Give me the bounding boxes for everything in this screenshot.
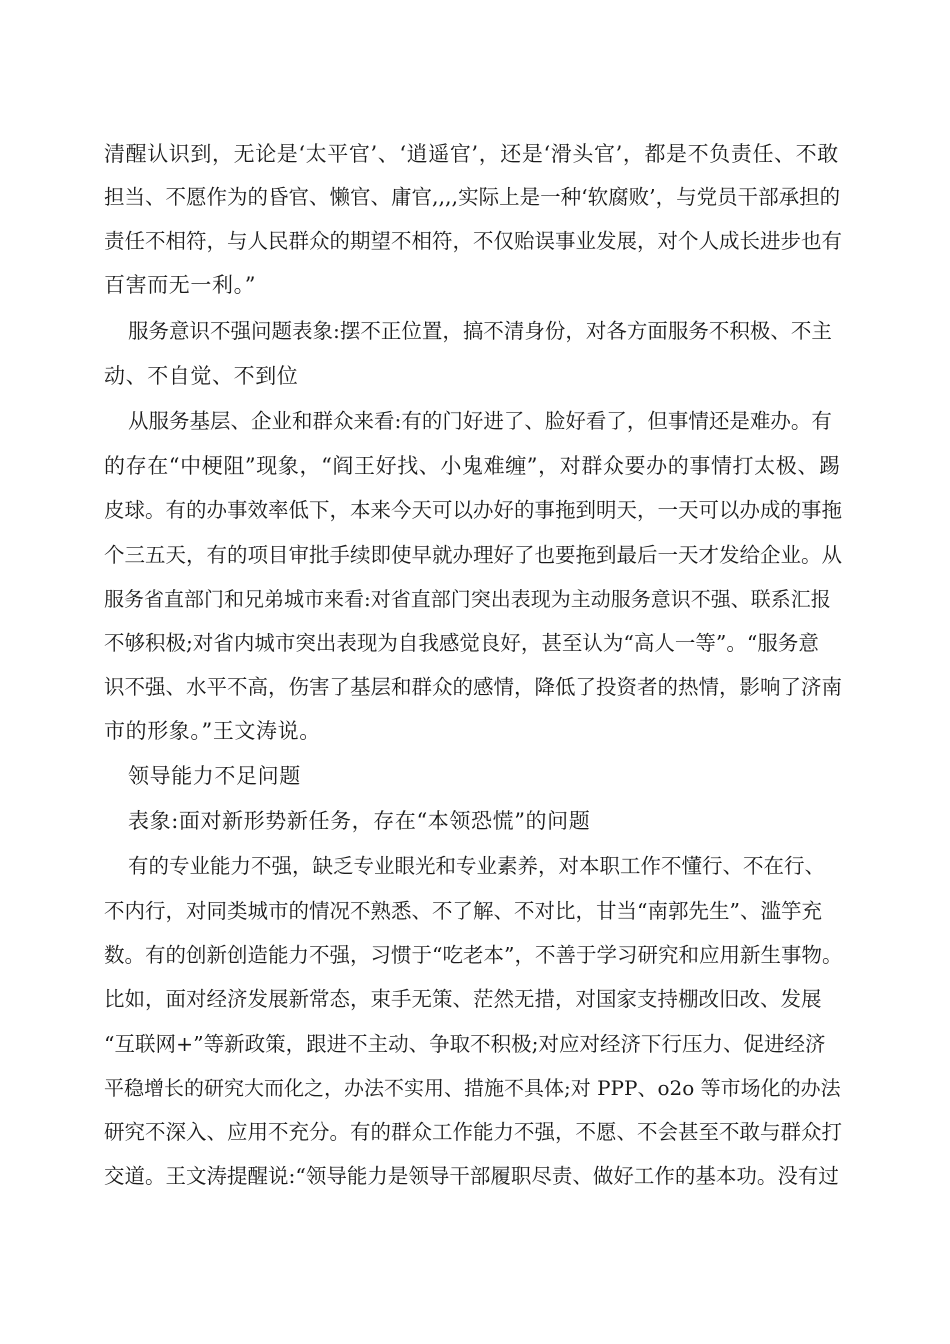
text-line: 研究不深入、应用不充分。有的群众工作能力不强，不愿、不会甚至不敢与群众打: [104, 1120, 842, 1144]
text-line: 平稳增长的研究大而化之，办法不实用、措施不具体;对 PPP、o2o 等市场化的办法: [104, 1076, 841, 1100]
text-line: 清醒认识到，无论是‘太平官’、‘逍遥官’，还是‘滑头官’，都是不负责任、不敢: [104, 142, 839, 166]
text-line: 百害而无一利。”: [104, 273, 257, 297]
text-line: 服务省直部门和兄弟城市来看:对省直部门突出表现为主动服务意识不强、联系汇报: [104, 587, 831, 611]
text-line: 个三五天，有的项目审批手续即使早就办理好了也要拖到最后一天才发给企业。从: [104, 543, 842, 567]
text-line: 不内行，对同类城市的情况不熟悉、不了解、不对比，甘当“南郭先生”、滥竽充: [104, 899, 822, 923]
paragraph-first-line: 有的专业能力不强，缺乏专业眼光和专业素养，对本职工作不懂行、不在行、: [128, 854, 825, 878]
text-line: 不够积极;对省内城市突出表现为自我感觉良好，甚至认为“高人一等”。“服务意: [104, 631, 819, 655]
text-line: 比如，面对经济发展新常态，束手无策、茫然无措，对国家支持棚改旧改、发展: [104, 987, 822, 1011]
text-line: 皮球。有的办事效率低下，本来今天可以办好的事拖到明天，一天可以办成的事拖: [104, 498, 842, 522]
text-line: 交道。王文涛提醒说:“领导能力是领导干部履职尽责、做好工作的基本功。没有过: [104, 1164, 839, 1188]
section-heading: 领导能力不足问题: [128, 764, 301, 788]
text-line: 市的形象。”王文涛说。: [104, 719, 321, 743]
paragraph-first-line: 从服务基层、企业和群众来看:有的门好进了、脸好看了，但事情还是难办。有: [128, 409, 832, 433]
text-line: “互联网+”等新政策，跟进不主动、争取不积极;对应对经济下行压力、促进经济: [104, 1032, 826, 1056]
section-subheading: 表象:面对新形势新任务，存在“本领恐慌”的问题: [128, 809, 591, 833]
text-line: 担当、不愿作为的昏官、懒官、庸官,,,,实际上是一种‘软腐败’，与党员干部承担的: [104, 185, 841, 209]
paragraph-first-line: 服务意识不强问题表象:摆不正位置，搞不清身份，对各方面服务不积极、不主: [128, 319, 832, 343]
text-line: 的存在“中梗阻”现象，“阎王好找、小鬼难缠”，对群众要办的事情打太极、踢: [104, 454, 841, 478]
text-line: 识不强、水平不高，伤害了基层和群众的感情，降低了投资者的热情，影响了济南: [104, 675, 842, 699]
text-line: 责任不相符，与人民群众的期望不相符，不仅贻误事业发展，对个人成长进步也有: [104, 229, 842, 253]
text-line: 数。有的创新创造能力不强，习惯于“吃老本”，不善于学习研究和应用新生事物。: [104, 943, 843, 967]
text-line: 动、不自觉、不到位: [104, 364, 299, 388]
